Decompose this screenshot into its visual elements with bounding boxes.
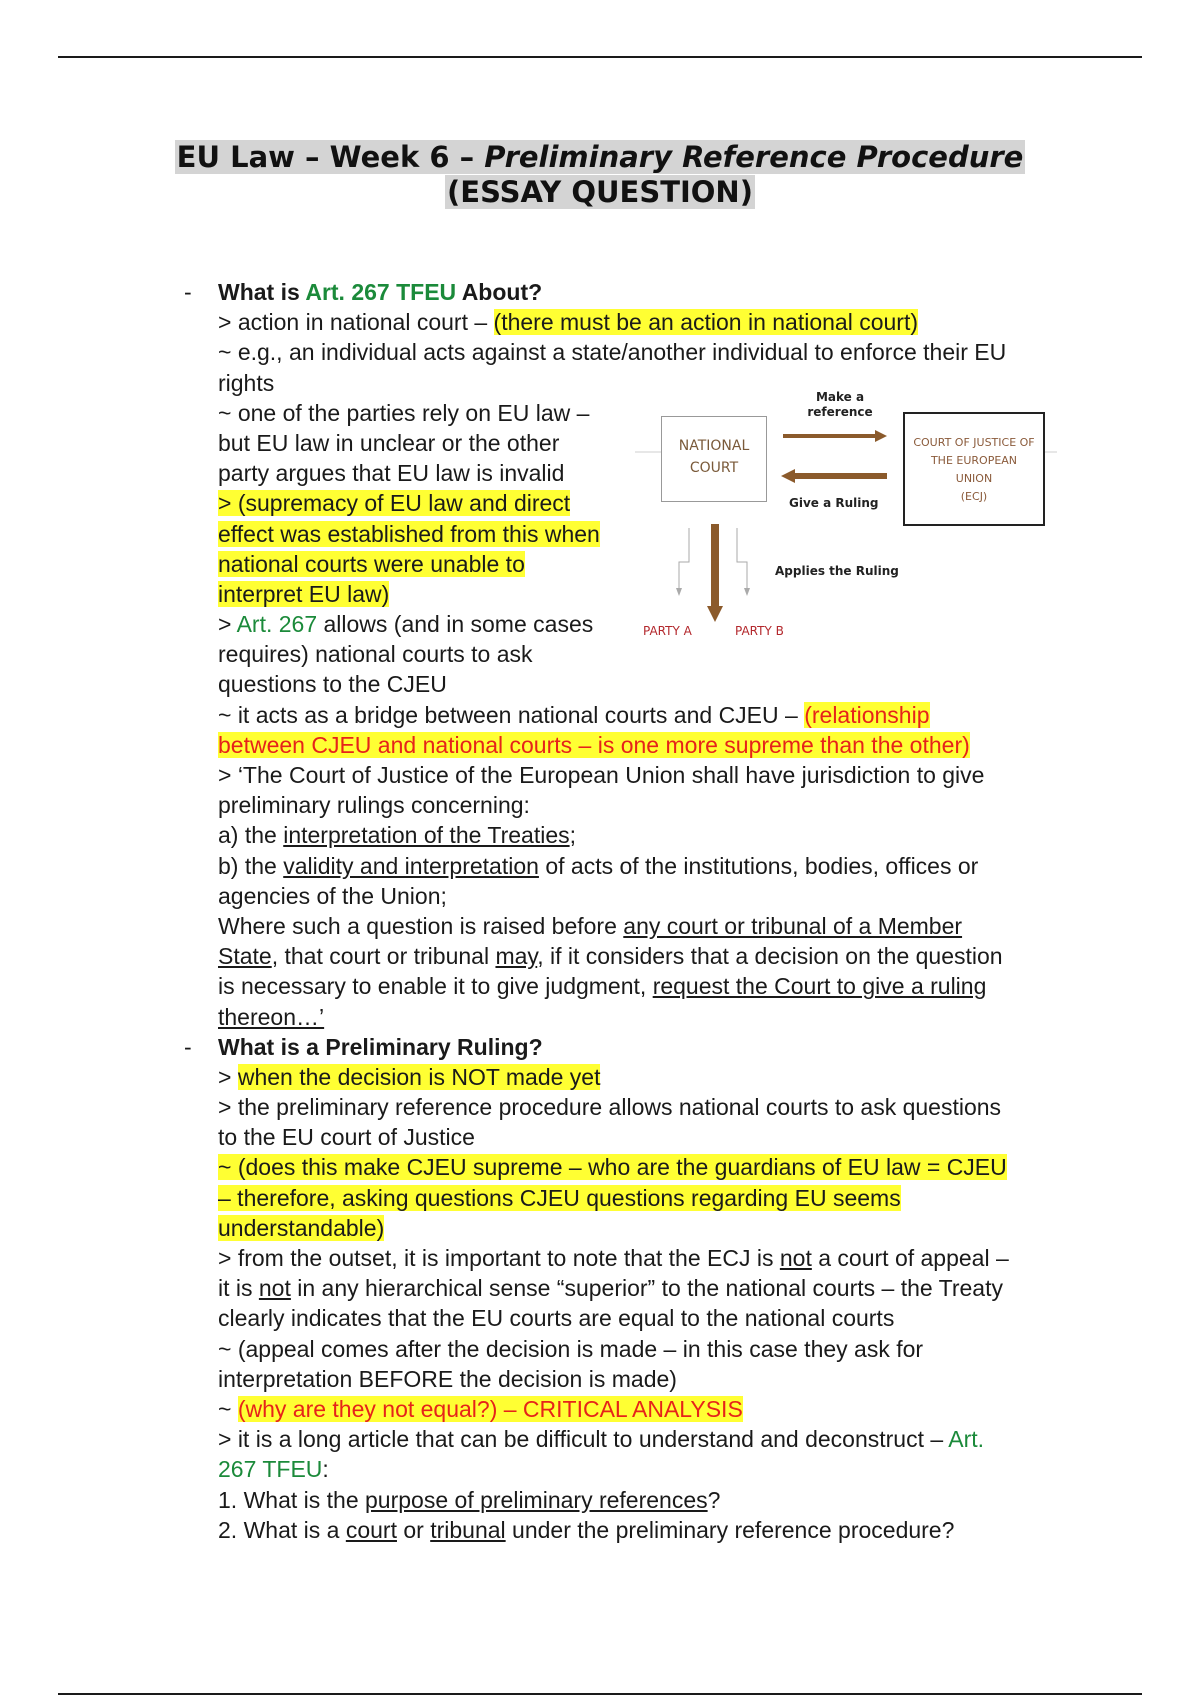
heading-post: About? (456, 279, 543, 305)
underlined-text: request the Court to give a ruling (652, 973, 987, 1000)
text-segment: a court of appeal – (811, 1245, 1009, 1271)
reference-procedure-diagram (625, 386, 1065, 646)
footer-rule (58, 1693, 1142, 1695)
text-line: clearly indicates that the EU courts are equal to the national courts (218, 1305, 895, 1332)
text-line (218, 941, 1078, 971)
national-court-label (661, 435, 767, 479)
article-ref: Art. 267 (236, 611, 318, 638)
label-line: COURT (689, 460, 739, 476)
critical-highlight: (relationship (804, 701, 930, 728)
text-line: requires) national courts to ask (218, 641, 533, 668)
text-segment: it is (218, 1275, 259, 1302)
highlight-text (218, 490, 570, 516)
text-segment: in any hierarchical sense “superior” to the national courts – the Treaty (290, 1275, 1003, 1302)
text-segment: > (218, 1063, 238, 1090)
text-segment: ~ it acts as a bridge between national courts and CJEU – (218, 701, 805, 728)
text-line: agencies of the Union; (218, 882, 447, 909)
title-line-2: (ESSAY QUESTION) (447, 175, 753, 209)
text-line (218, 1394, 1078, 1424)
text-segment: b) the (218, 852, 284, 879)
highlight-text: effect was established from this when (218, 520, 600, 547)
underlined-text: interpretation of the Treaties (283, 822, 570, 849)
text-line: ~ (appeal comes after the decision is made – in this case they ask for (218, 1335, 924, 1362)
highlight-text: (there must be an action in national court) (493, 309, 919, 336)
applies-ruling-arrow (707, 524, 723, 622)
critical-highlight: between CJEU and national courts – is one more supreme than the other) (218, 731, 970, 758)
text-line: ~ e.g., an individual acts against a state/another individual to enforce their EU (218, 339, 1007, 366)
give-ruling-label: Give a Ruling (789, 496, 879, 510)
underlined-text: thereon…’ (218, 1003, 325, 1030)
section1-heading (184, 277, 1078, 307)
text-line: but EU law in unclear or the other (218, 429, 560, 456)
text-segment: Where such a question is raised before (218, 912, 624, 939)
underlined-text: not (779, 1245, 812, 1271)
text-line (218, 971, 1078, 1001)
highlight-text (218, 1154, 1007, 1180)
text-segment: a) the (218, 822, 284, 849)
text-segment: ? (707, 1486, 721, 1513)
applies-ruling-label: Applies the Ruling (775, 564, 899, 578)
label-line: reference (807, 405, 873, 419)
text-segment: allows (and in some cases (317, 611, 594, 638)
header-rule (58, 56, 1142, 58)
text-line: ~ one of the parties rely on EU law – (218, 399, 590, 426)
text-segment: 2. What is a (218, 1516, 346, 1543)
text-line (218, 730, 1078, 760)
highlight-text: when the decision is NOT made yet (237, 1063, 601, 1090)
text-segment: or (396, 1516, 431, 1543)
text-line: preliminary rulings concerning: (218, 792, 530, 819)
underlined-text: any court or tribunal of a Member (623, 912, 963, 939)
text-line (218, 1454, 1078, 1484)
text-line (218, 700, 1078, 730)
make-reference-label (795, 390, 885, 420)
label-line: NATIONAL (678, 438, 750, 454)
text-line (218, 1243, 1078, 1273)
title-italic: Preliminary Reference Procedure (484, 140, 1024, 174)
text-line (218, 1485, 1078, 1515)
label-line: Make a (815, 390, 865, 404)
article-ref: 267 TFEU (218, 1456, 323, 1483)
text-segment: 1. What is the (218, 1486, 366, 1513)
text-line (218, 1062, 1078, 1092)
text-segment: ~ (218, 1154, 238, 1181)
text-segment: > action in national court – (218, 309, 494, 336)
text-line (218, 851, 1078, 881)
article-ref: Art. (948, 1426, 985, 1453)
heading-pre: What is (218, 279, 306, 305)
text-line: > the preliminary reference procedure allows national courts to ask questions (218, 1094, 1002, 1121)
give-ruling-arrow (781, 469, 887, 483)
article-ref: Art. 267 TFEU (305, 279, 457, 305)
underlined-text: State (218, 943, 272, 970)
make-reference-arrow (783, 430, 887, 442)
text-line (218, 1152, 1078, 1182)
text-segment: is necessary to enable it to give judgment, (218, 973, 653, 1000)
section2-heading (184, 1032, 1078, 1062)
text-line (218, 1213, 1078, 1243)
text-line: questions to the CJEU (218, 671, 447, 698)
text-line (218, 1515, 1078, 1545)
text-segment: > (218, 490, 238, 517)
underlined-text: purpose of preliminary references (365, 1486, 708, 1513)
text-line (218, 820, 1078, 850)
heading-text (218, 279, 542, 305)
title-line-1 (175, 140, 1026, 174)
text-segment: of acts of the institutions, bodies, offices or (538, 852, 979, 879)
bullet-marker: - (184, 1033, 192, 1060)
text-line (218, 1002, 1078, 1032)
title-prefix: EU Law – Week 6 – (176, 140, 485, 174)
bullet-marker: - (184, 279, 192, 305)
text-line (218, 1273, 1078, 1303)
label-line: THE EUROPEAN (930, 454, 1018, 467)
text-segment: under the preliminary reference procedure? (505, 1516, 955, 1543)
text-segment: ~ (218, 1395, 238, 1422)
party-a-label: PARTY A (643, 624, 692, 638)
text-segment: (supremacy of EU law and direct (237, 490, 571, 517)
text-segment: : (322, 1456, 329, 1483)
highlight-text: interpret EU law) (218, 580, 390, 607)
text-line: to the EU court of Justice (218, 1124, 475, 1151)
highlight-text: national courts were unable to (218, 550, 525, 577)
text-line (218, 911, 1078, 941)
text-line (218, 1424, 1078, 1454)
highlight-text: understandable) (218, 1214, 385, 1241)
text-segment: (does this make CJEU supreme – who are the guardians of EU law = CJEU (237, 1154, 1007, 1181)
text-line (218, 1183, 1078, 1213)
party-b-bracket (737, 528, 750, 596)
label-line: UNION (955, 472, 993, 485)
underlined-text: tribunal (430, 1516, 506, 1543)
heading-text: What is a Preliminary Ruling? (218, 1033, 543, 1060)
text-segment: ; (569, 822, 576, 849)
label-line: COURT OF JUSTICE OF (913, 436, 1035, 449)
text-segment: , that court or tribunal (271, 943, 496, 970)
text-segment: > from the outset, it is important to note that the ECJ is (218, 1245, 780, 1271)
critical-highlight: (why are they not equal?) – CRITICAL ANALYSIS (237, 1395, 743, 1422)
text-line: > ‘The Court of Justice of the European Union shall have jurisdiction to give (218, 762, 985, 788)
text-segment: > it is a long article that can be difficult to understand and deconstruct – (218, 1426, 949, 1453)
text-line: interpretation BEFORE the decision is made) (218, 1365, 677, 1392)
document-title (0, 140, 1200, 210)
party-b-label: PARTY B (735, 624, 784, 638)
party-a-bracket (676, 528, 689, 596)
text-line (218, 307, 1078, 337)
highlight-text: – therefore, asking questions CJEU questions regarding EU seems (218, 1184, 901, 1211)
text-line: rights (218, 369, 275, 396)
underlined-text: court (345, 1516, 397, 1543)
underlined-text: not (258, 1275, 291, 1302)
text-line: party argues that EU law is invalid (218, 460, 565, 487)
underlined-text: may (495, 943, 538, 970)
text-segment: , if it considers that a decision on the question (537, 943, 1003, 970)
cjeu-label (905, 434, 1043, 506)
underlined-text: validity and interpretation (283, 852, 539, 879)
label-line: (ECJ) (960, 490, 988, 503)
text-segment: > (218, 611, 237, 638)
